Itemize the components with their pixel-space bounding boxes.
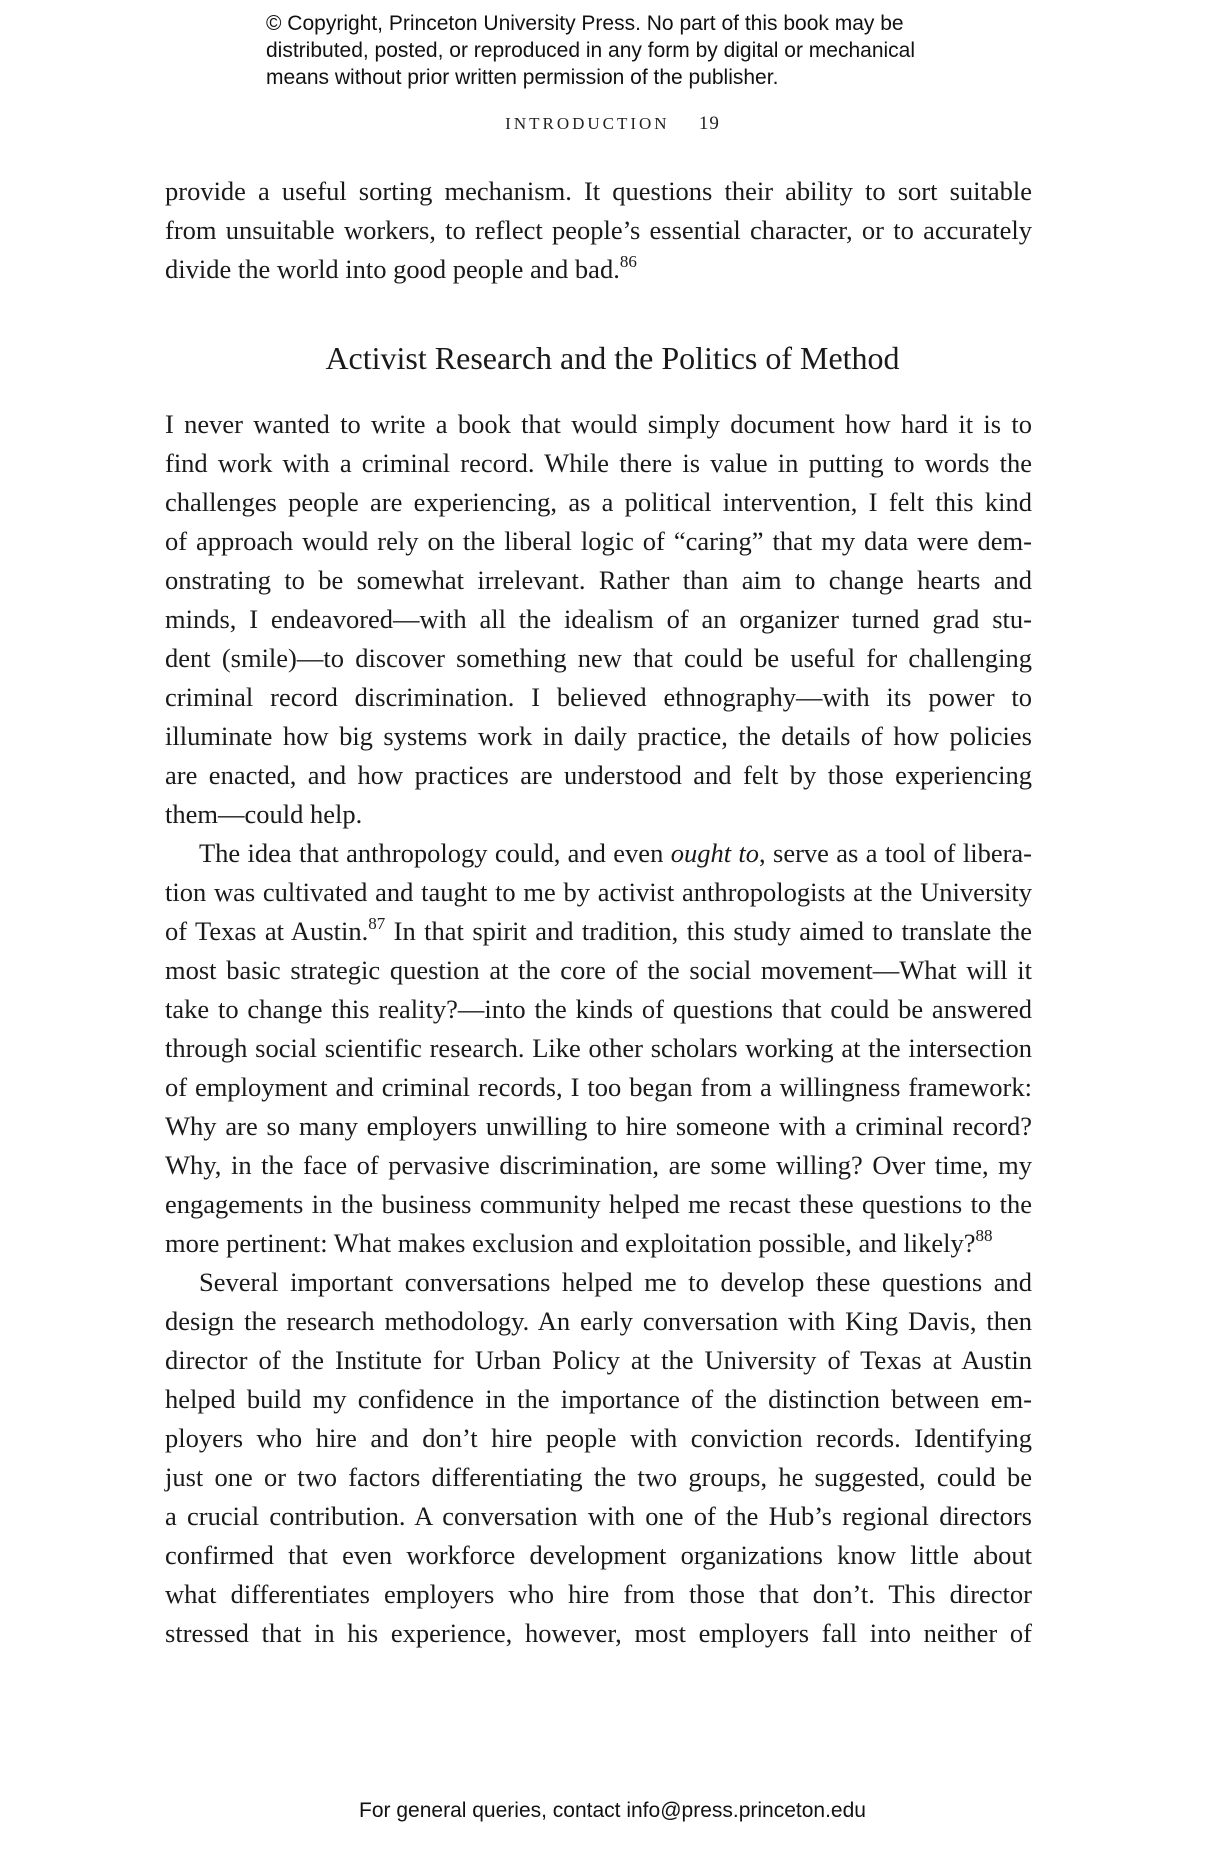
text-line: engagements in the business community helped me recast these questions to the	[165, 1189, 1032, 1219]
text-segment: The idea that anthropology could, and even	[199, 838, 671, 868]
text-line	[165, 1224, 1032, 1263]
text-line: confirmed that even workforce development organizations know little about	[165, 1540, 1032, 1570]
text-line: stressed that in his experience, however, most employers fall into neither of	[165, 1618, 1032, 1648]
text-line: illuminate how big systems work in daily practice, the details of how policies	[165, 721, 1032, 751]
text-line: Why, in the face of pervasive discrimination, are some willing? Over time, my	[165, 1150, 1032, 1180]
text-line: are enacted, and how practices are understood and felt by those experiencing	[165, 760, 1032, 790]
text-segment: divide the world into good people and bad.	[165, 254, 620, 284]
text-line: director of the Institute for Urban Policy at the University of Texas at Austin	[165, 1345, 1032, 1375]
text-line: what differentiates employers who hire from those that don’t. This director	[165, 1579, 1032, 1609]
text-line: Several important conversations helped me to develop these questions and	[199, 1267, 1032, 1297]
text-line: just one or two factors differentiating the two groups, he suggested, could be	[165, 1462, 1032, 1492]
contact-footer: For general queries, contact info@press.princeton.edu	[359, 1799, 866, 1822]
text-line	[165, 250, 1032, 289]
text-line: ployers who hire and don’t hire people with conviction records. Identifying	[165, 1423, 1032, 1453]
page-number: 19	[698, 113, 720, 134]
footnote-ref-88[interactable]: 88	[975, 1226, 993, 1245]
text-line: of approach would rely on the liberal logic of “caring” that my data were dem-	[165, 526, 1032, 556]
text-line: tion was cultivated and taught to me by activist anthropologists at the University	[165, 877, 1032, 907]
copyright-line: means without prior written permission of the publisher.	[266, 66, 779, 89]
text-line: onstrating to be somewhat irrelevant. Rather than aim to change hearts and	[165, 565, 1032, 595]
section-body	[165, 405, 1032, 1653]
text-segment: , serve as a tool of libera-	[759, 838, 1033, 868]
text-line: Why are so many employers unwilling to hire someone with a criminal record?	[165, 1111, 1032, 1141]
text-segment: more pertinent: What makes exclusion and exploitation possible, and likely?	[165, 1228, 976, 1258]
text-line: dent (smile)—to discover something new that could be useful for challenging	[165, 643, 1032, 673]
copyright-notice	[266, 10, 1026, 91]
paragraph-2	[165, 834, 1032, 1263]
text-line: criminal record discrimination. I believed ethnography—with its power to	[165, 682, 1032, 712]
paragraph-1	[165, 405, 1032, 834]
footnote-ref-87[interactable]: 87	[368, 914, 386, 933]
text-line: through social scientific research. Like other scholars working at the intersection	[165, 1033, 1032, 1063]
text-line: them—could help.	[165, 799, 363, 829]
text-line: challenges people are experiencing, as a political intervention, I felt this kind	[165, 487, 1032, 517]
section-heading: Activist Research and the Politics of Method	[325, 340, 900, 376]
copyright-line: © Copyright, Princeton University Press. No part of this book may be	[266, 12, 904, 35]
running-head-title: INTRODUCTION	[505, 114, 670, 133]
text-line: minds, I endeavored—with all the idealism of an organizer turned grad stu-	[165, 604, 1032, 634]
running-head	[0, 113, 1225, 135]
text-line: take to change this reality?—into the kinds of questions that could be answered	[165, 994, 1032, 1024]
continued-paragraph	[165, 172, 1032, 289]
text-line	[165, 912, 1032, 951]
text-line: of employment and criminal records, I too began from a willingness framework:	[165, 1072, 1032, 1102]
text-line: most basic strategic question at the core of the social movement—What will it	[165, 955, 1032, 985]
text-line: design the research methodology. An early conversation with King Davis, then	[165, 1306, 1032, 1336]
text-segment: of Texas at Austin.	[165, 916, 369, 946]
text-line	[165, 834, 1032, 873]
copyright-line: distributed, posted, or reproduced in any form by digital or mechanical	[266, 39, 916, 62]
footnote-ref-86[interactable]: 86	[619, 252, 637, 271]
text-line: helped build my confidence in the importance of the distinction between em-	[165, 1384, 1032, 1414]
text-line: find work with a criminal record. While there is value in putting to words the	[165, 448, 1032, 478]
text-line: from unsuitable workers, to reflect people’s essential character, or to accurately	[165, 215, 1032, 245]
text-line: a crucial contribution. A conversation with one of the Hub’s regional directors	[165, 1501, 1032, 1531]
text-segment: In that spirit and tradition, this study aimed to translate the	[385, 916, 1033, 946]
paragraph-3	[165, 1263, 1032, 1653]
italic-phrase: ought to	[670, 838, 760, 868]
text-line: provide a useful sorting mechanism. It questions their ability to sort suitable	[165, 176, 1032, 206]
text-line: I never wanted to write a book that would simply document how hard it is to	[165, 409, 1032, 439]
